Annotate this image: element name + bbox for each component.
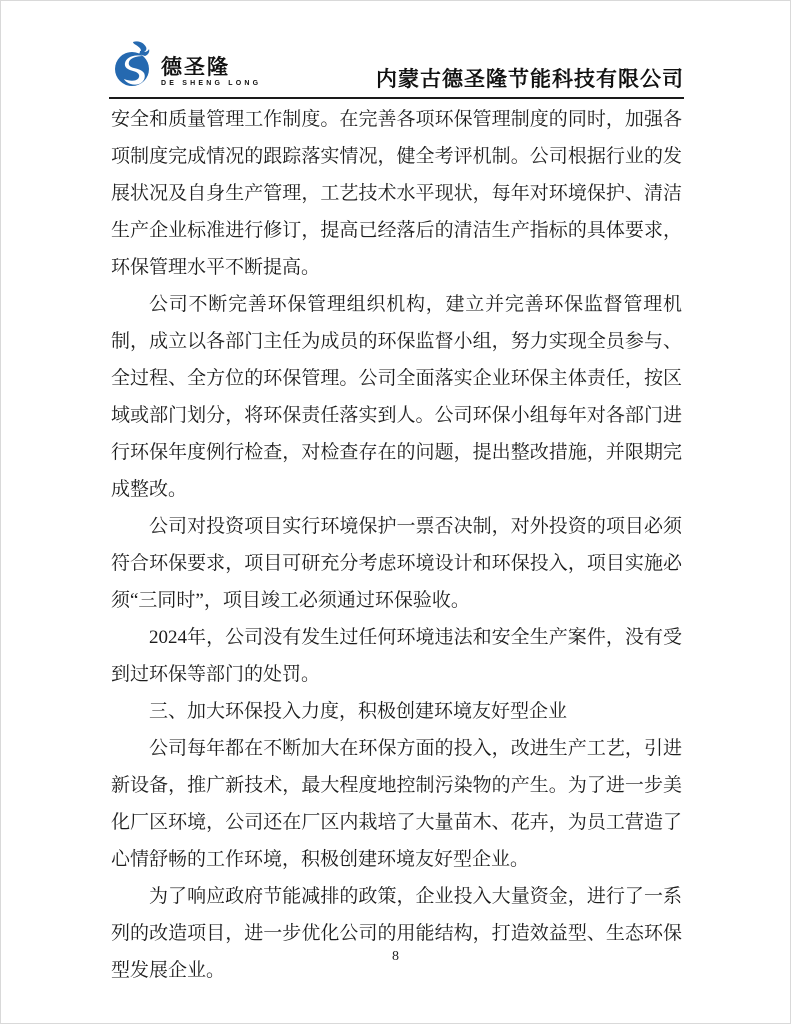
company-name: 内蒙古德圣隆节能科技有限公司 xyxy=(376,67,684,91)
logo-title: 德圣隆 xyxy=(161,56,230,79)
paragraph: 公司每年都在不断加大在环保方面的投入，改进生产工艺，引进新设备，推广新技术，最大程度地控制污染物的产生。为了进一步美化厂区环境，公司还在厂区内栽培了大量苗木、花卉，为员工营造了心情舒畅的工作环境，积极创建环境友好型企业。 xyxy=(111,738,682,870)
page-number: 8 xyxy=(392,949,399,964)
paragraph: 公司不断完善环保管理组织机构，建立并完善环保监督管理机制，成立以各部门主任为成员的环保监督小组，努力实现全员参与、全过程、全方位的环保管理。公司全面落实企业环保主体责任，按区域或部门划分，将环保责任落实到人。公司环保小组每年对各部门进行环保年度例行检查，对检查存在的问题，提出整改措施，并限期完成整改。 xyxy=(111,294,682,500)
logo-text xyxy=(161,57,261,89)
page-header xyxy=(109,1,684,99)
paragraph: 2024年，公司没有发生过任何环境违法和安全生产案件，没有受到过环保等部门的处罚。 xyxy=(111,627,682,685)
paragraph: 公司对投资项目实行环境保护一票否决制，对外投资的项目必须符合环保要求，项目可研充分考虑环境设计和环保投入，项目实施必须“三同时”，项目竣工必须通过环保验收。 xyxy=(111,516,682,611)
dragon-logo-icon xyxy=(113,39,157,89)
section-heading: 三、加大环保投入力度，积极创建环境友好型企业 xyxy=(149,701,568,722)
paragraph: 安全和质量管理工作制度。在完善各项环保管理制度的同时，加强各项制度完成情况的跟踪落实情况，健全考评机制。公司根据行业的发展状况及自身生产管理，工艺技术水平现状，每年对环境保护、清洁生产企业标准进行修订，提高已经落后的清洁生产指标的具体要求，环保管理水平不断提高。 xyxy=(111,109,682,278)
logo-subtitle: DE SHENG LONG xyxy=(161,80,262,87)
document-body xyxy=(111,101,682,989)
paragraph: 为了响应政府节能减排的政策，企业投入大量资金，进行了一系列的改造项目，进一步优化公司的用能结构，打造效益型、生态环保型发展企业。 xyxy=(111,886,682,981)
company-logo xyxy=(113,39,261,89)
